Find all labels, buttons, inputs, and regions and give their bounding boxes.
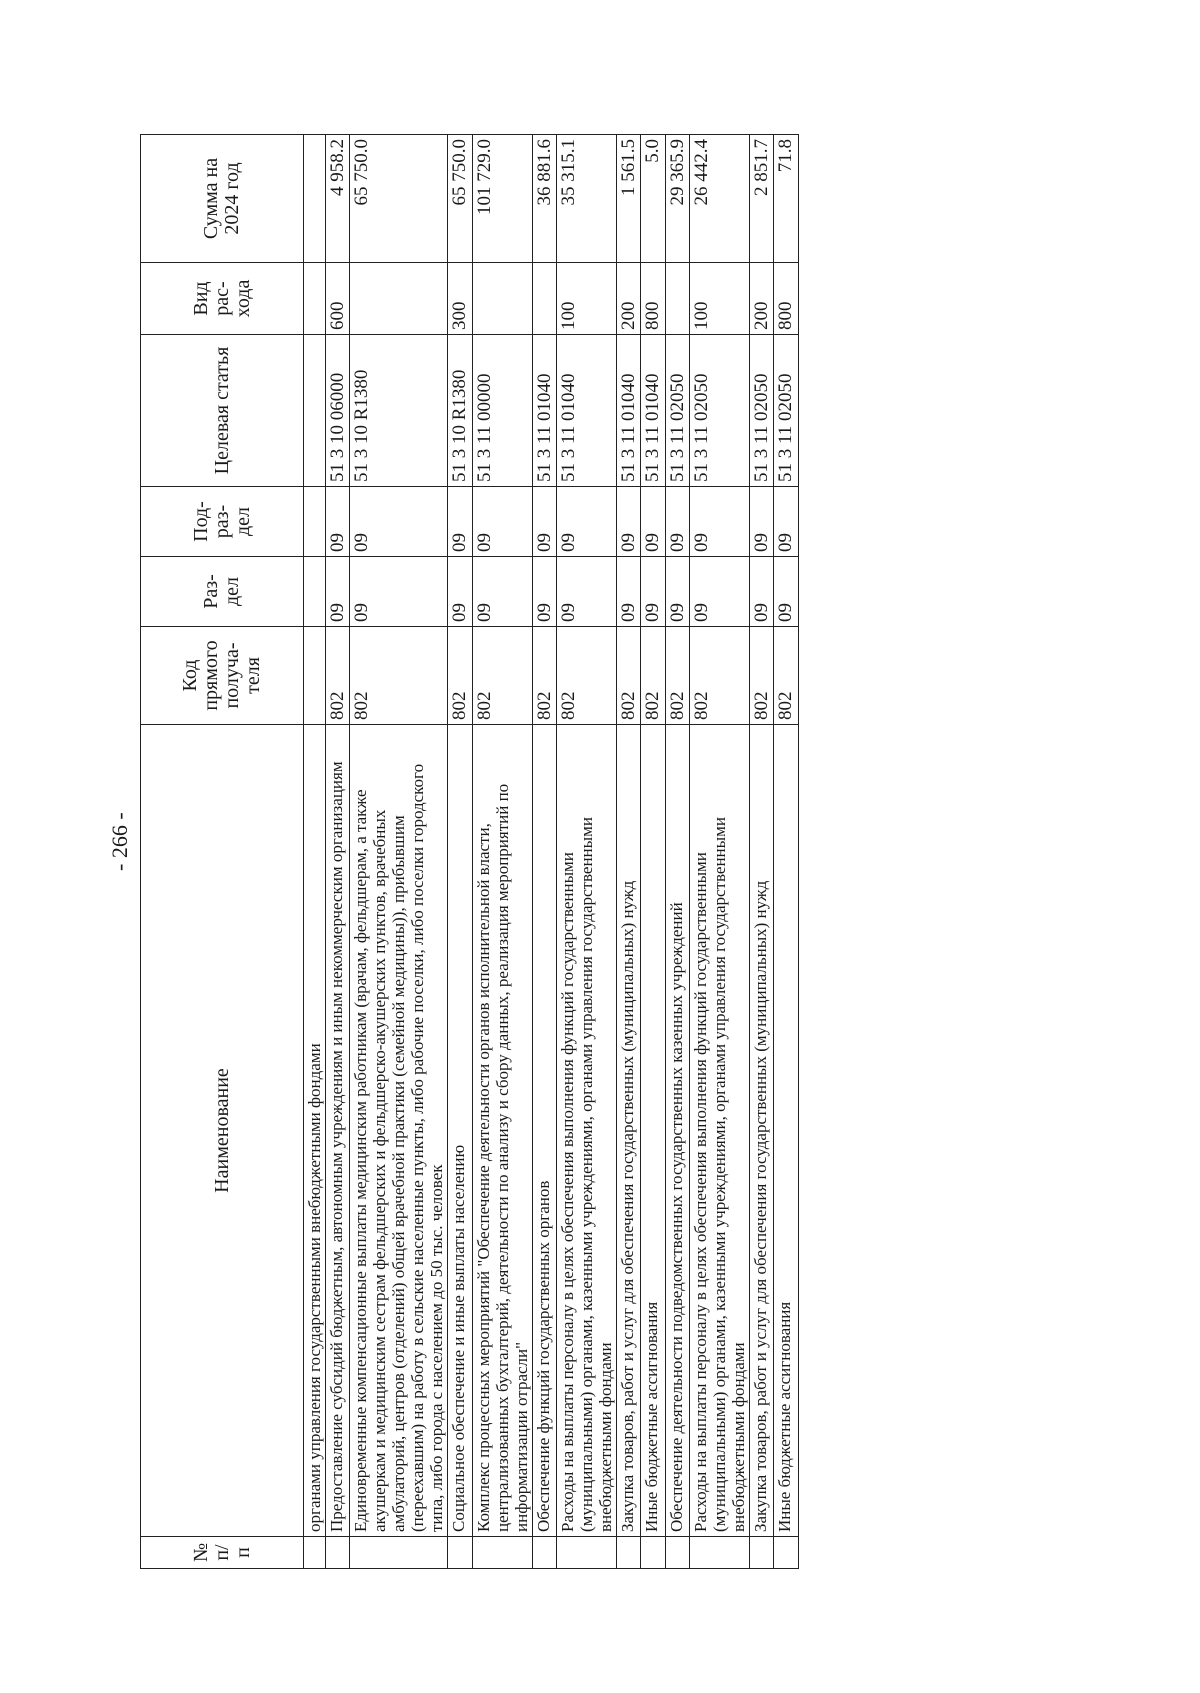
cell-celevaya: 51 3 11 02050 <box>689 335 749 487</box>
cell-vid: 600 <box>326 263 350 335</box>
header-num: № п/п <box>141 1537 304 1569</box>
cell-summa: 65 750.0 <box>350 135 448 263</box>
table-row <box>304 135 326 1569</box>
cell-vid: 200 <box>750 263 774 335</box>
cell-summa <box>304 135 326 263</box>
cell-celevaya: 51 3 11 01040 <box>617 335 641 487</box>
cell-celevaya: 51 3 10 R1380 <box>448 335 472 487</box>
cell-podrazdel: 09 <box>326 487 350 557</box>
cell-vid: 100 <box>557 263 617 335</box>
cell-razdel: 09 <box>448 557 472 627</box>
cell-celevaya: 51 3 11 02050 <box>774 335 798 487</box>
cell-razdel <box>304 557 326 627</box>
cell-summa: 29 365.9 <box>665 135 689 263</box>
cell-summa: 26 442.4 <box>689 135 749 263</box>
cell-razdel: 09 <box>557 557 617 627</box>
cell-podrazdel: 09 <box>750 487 774 557</box>
cell-razdel: 09 <box>750 557 774 627</box>
table-row <box>350 135 448 1569</box>
cell-podrazdel: 09 <box>350 487 448 557</box>
header-razdel: Раз-дел <box>141 557 304 627</box>
cell-razdel: 09 <box>326 557 350 627</box>
cell-num <box>665 1537 689 1569</box>
header-vid: Вид рас-хода <box>141 263 304 335</box>
cell-vid: 200 <box>617 263 641 335</box>
cell-razdel: 09 <box>472 557 532 627</box>
cell-razdel: 09 <box>350 557 448 627</box>
cell-summa: 101 729.0 <box>472 135 532 263</box>
cell-kod: 802 <box>326 627 350 725</box>
cell-name: Обеспечение деятельности подведомственных государственных казенных учреждений <box>665 725 689 1537</box>
header-summa: Сумма на 2024 год <box>141 135 304 263</box>
cell-kod <box>304 627 326 725</box>
cell-num <box>641 1537 665 1569</box>
cell-razdel: 09 <box>641 557 665 627</box>
cell-vid <box>304 263 326 335</box>
cell-kod: 802 <box>448 627 472 725</box>
cell-celevaya: 51 3 11 01040 <box>641 335 665 487</box>
cell-razdel: 09 <box>617 557 641 627</box>
table-row <box>472 135 532 1569</box>
cell-num <box>472 1537 532 1569</box>
cell-podrazdel: 09 <box>641 487 665 557</box>
cell-podrazdel: 09 <box>448 487 472 557</box>
cell-kod: 802 <box>532 627 556 725</box>
cell-kod: 802 <box>774 627 798 725</box>
cell-num <box>689 1537 749 1569</box>
cell-summa: 35 315.1 <box>557 135 617 263</box>
cell-vid: 800 <box>641 263 665 335</box>
table-row <box>532 135 556 1569</box>
budget-table <box>140 134 799 1569</box>
cell-podrazdel: 09 <box>472 487 532 557</box>
budget-table-rotated <box>140 135 1042 1569</box>
cell-num <box>350 1537 448 1569</box>
cell-num <box>448 1537 472 1569</box>
cell-name: Закупка товаров, работ и услуг для обеспечения государственных (муниципальных) нужд <box>617 725 641 1537</box>
page-number: - 266 - <box>107 812 132 871</box>
cell-kod: 802 <box>472 627 532 725</box>
cell-vid <box>350 263 448 335</box>
table-row <box>448 135 472 1569</box>
cell-vid: 300 <box>448 263 472 335</box>
cell-podrazdel: 09 <box>774 487 798 557</box>
header-podrazdel: Под-раз-дел <box>141 487 304 557</box>
header-celevaya: Целевая статья <box>141 335 304 487</box>
cell-num <box>557 1537 617 1569</box>
table-header-row <box>141 135 304 1569</box>
cell-celevaya: 51 3 11 01040 <box>557 335 617 487</box>
cell-podrazdel: 09 <box>665 487 689 557</box>
cell-celevaya: 51 3 11 01040 <box>532 335 556 487</box>
table-row <box>774 135 798 1569</box>
header-kod: Код прямого получа-теля <box>141 627 304 725</box>
cell-vid: 800 <box>774 263 798 335</box>
cell-num <box>617 1537 641 1569</box>
cell-summa: 36 881.6 <box>532 135 556 263</box>
table-row <box>750 135 774 1569</box>
cell-vid <box>472 263 532 335</box>
cell-name: Комплекс процессных мероприятий "Обеспечение деятельности органов исполнительной власти, централизованных бухгалтерий, деятельности по анализу и сбору данных, реализация мероприятий по информатизации отрасли" <box>472 725 532 1537</box>
cell-num <box>304 1537 326 1569</box>
cell-kod: 802 <box>689 627 749 725</box>
cell-kod: 802 <box>750 627 774 725</box>
cell-name: Закупка товаров, работ и услуг для обеспечения государственных (муниципальных) нужд <box>750 725 774 1537</box>
cell-kod: 802 <box>665 627 689 725</box>
cell-podrazdel <box>304 487 326 557</box>
cell-podrazdel: 09 <box>617 487 641 557</box>
cell-summa: 71.8 <box>774 135 798 263</box>
cell-name: Единовременные компенсационные выплаты медицинским работникам (врачам, фельдшерам, а также акушеркам и медицинским сестрам фельдшерских и фельдшерско-акушерских пунктов, врачебных амбулаторий, центров (отделений) общей врачебной практики (семейной медицины)), прибывшим (переехавшим) на работу в сельские населенные пункты, либо рабочие поселки, либо поселки городского типа, либо города с населением до 50 тыс. человек <box>350 725 448 1537</box>
cell-razdel: 09 <box>532 557 556 627</box>
cell-summa: 4 958.2 <box>326 135 350 263</box>
cell-podrazdel: 09 <box>689 487 749 557</box>
cell-vid <box>665 263 689 335</box>
table-row <box>326 135 350 1569</box>
cell-celevaya: 51 3 11 00000 <box>472 335 532 487</box>
cell-summa: 5.0 <box>641 135 665 263</box>
cell-razdel: 09 <box>689 557 749 627</box>
cell-name: Обеспечение функций государственных органов <box>532 725 556 1537</box>
cell-podrazdel: 09 <box>557 487 617 557</box>
cell-summa: 2 851.7 <box>750 135 774 263</box>
cell-name: Иные бюджетные ассигнования <box>641 725 665 1537</box>
cell-celevaya: 51 3 10 R1380 <box>350 335 448 487</box>
cell-celevaya: 51 3 10 06000 <box>326 335 350 487</box>
table-row <box>689 135 749 1569</box>
cell-num <box>750 1537 774 1569</box>
cell-kod: 802 <box>617 627 641 725</box>
cell-name: Расходы на выплаты персоналу в целях обеспечения выполнения функций государственными (муниципальными) органами, казенными учреждениями, органами управления государственными внебюджетными фондами <box>689 725 749 1537</box>
cell-name: Иные бюджетные ассигнования <box>774 725 798 1537</box>
cell-razdel: 09 <box>665 557 689 627</box>
cell-celevaya <box>304 335 326 487</box>
cell-vid: 100 <box>689 263 749 335</box>
header-name: Наименование <box>141 725 304 1537</box>
cell-kod: 802 <box>641 627 665 725</box>
cell-name: Предоставление субсидий бюджетным, автономным учреждениям и иным некоммерческим организациям <box>326 725 350 1537</box>
table-row <box>617 135 641 1569</box>
cell-summa: 1 561.5 <box>617 135 641 263</box>
cell-num <box>532 1537 556 1569</box>
cell-name: Расходы на выплаты персоналу в целях обеспечения выполнения функций государственными (муниципальными) органами, казенными учреждениями, органами управления государственными внебюджетными фондами <box>557 725 617 1537</box>
cell-name: органами управления государственными внебюджетными фондами <box>304 725 326 1537</box>
cell-num <box>326 1537 350 1569</box>
cell-razdel: 09 <box>774 557 798 627</box>
cell-kod: 802 <box>557 627 617 725</box>
cell-kod: 802 <box>350 627 448 725</box>
table-row <box>557 135 617 1569</box>
table-row <box>641 135 665 1569</box>
cell-celevaya: 51 3 11 02050 <box>750 335 774 487</box>
cell-summa: 65 750.0 <box>448 135 472 263</box>
cell-celevaya: 51 3 11 02050 <box>665 335 689 487</box>
cell-num <box>774 1537 798 1569</box>
cell-vid <box>532 263 556 335</box>
table-row <box>665 135 689 1569</box>
cell-podrazdel: 09 <box>532 487 556 557</box>
cell-name: Социальное обеспечение и иные выплаты населению <box>448 725 472 1537</box>
